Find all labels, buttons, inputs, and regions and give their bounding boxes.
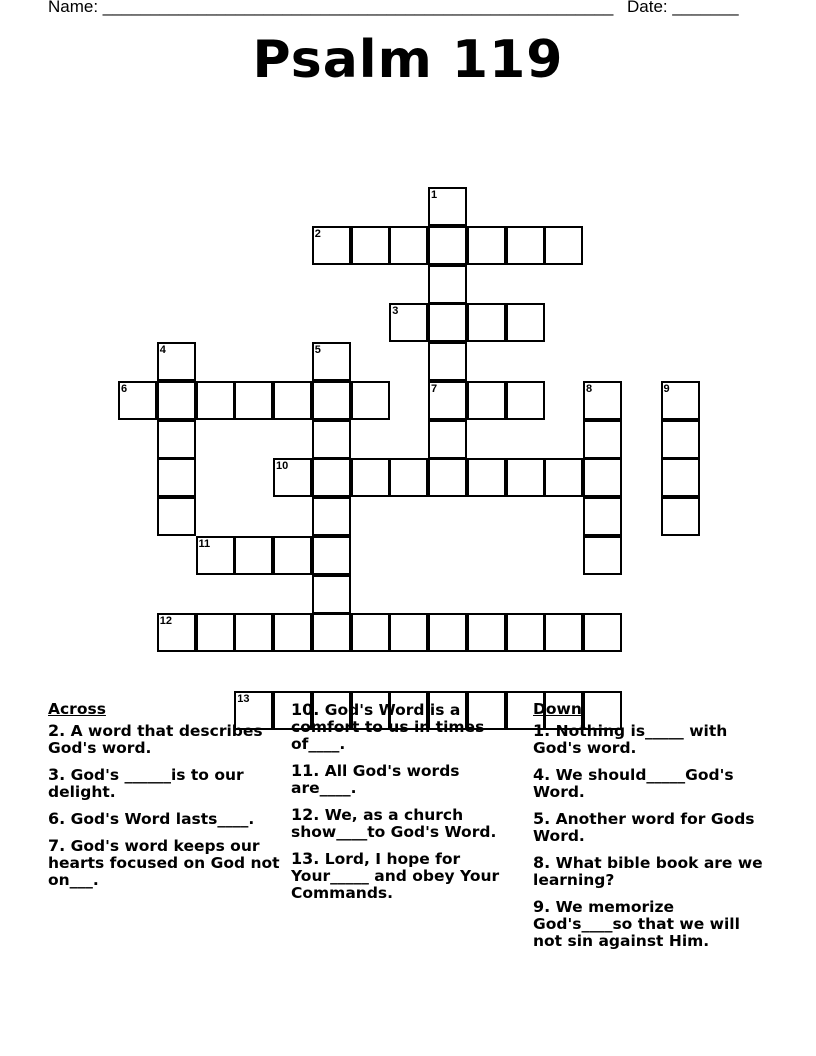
crossword-cell[interactable] xyxy=(351,613,390,652)
crossword-cell[interactable] xyxy=(583,536,622,575)
clue-number-label: 13 xyxy=(237,692,250,705)
crossword-cell[interactable] xyxy=(428,226,467,265)
crossword-cell[interactable] xyxy=(467,613,506,652)
crossword-cell[interactable] xyxy=(351,226,390,265)
crossword-cell[interactable] xyxy=(351,381,390,420)
crossword-cell[interactable] xyxy=(506,458,545,497)
down-clues-column xyxy=(533,701,765,959)
crossword-cell[interactable] xyxy=(544,458,583,497)
crossword-cell[interactable] xyxy=(389,613,428,652)
clue-text: We memorize God's____so that we will not sin against Him. xyxy=(533,898,740,950)
clue-item xyxy=(533,766,765,801)
crossword-cell[interactable] xyxy=(467,381,506,420)
clue-number: 9. xyxy=(533,897,551,916)
clue-number: 13. xyxy=(291,849,320,868)
crossword-cell[interactable] xyxy=(661,420,700,459)
clue-number: 11. xyxy=(291,761,320,780)
clue-number: 7. xyxy=(48,836,66,855)
crossword-cell[interactable] xyxy=(312,575,351,614)
clue-number-label: 6 xyxy=(121,382,128,395)
clue-number-label: 2 xyxy=(314,227,321,240)
crossword-cell[interactable] xyxy=(312,381,351,420)
crossword-cell[interactable] xyxy=(428,381,467,420)
across-clues-column xyxy=(48,701,280,898)
crossword-cell[interactable] xyxy=(157,613,196,652)
crossword-cell[interactable] xyxy=(312,420,351,459)
clue-text: God's Word lasts____. xyxy=(65,810,255,828)
clue-text: God's Word is a comfort to us in times of____. xyxy=(291,701,485,753)
down-clue-list xyxy=(533,722,765,950)
crossword-cell[interactable] xyxy=(544,226,583,265)
crossword-cell[interactable] xyxy=(506,381,545,420)
clue-item xyxy=(291,806,523,841)
clue-number-label: 1 xyxy=(431,189,438,201)
clue-item xyxy=(48,766,280,801)
crossword-cell[interactable] xyxy=(467,226,506,265)
clue-number: 2. xyxy=(48,721,66,740)
crossword-cell[interactable] xyxy=(428,342,467,381)
crossword-cell[interactable] xyxy=(273,381,312,420)
crossword-cell[interactable] xyxy=(118,381,157,420)
crossword-cell[interactable] xyxy=(583,381,622,420)
clue-number-label: 8 xyxy=(586,382,593,395)
crossword-cell[interactable] xyxy=(312,613,351,652)
clue-number: 6. xyxy=(48,809,66,828)
clue-text: A word that describes God's word. xyxy=(48,722,263,757)
clue-item xyxy=(48,837,280,889)
crossword-cell[interactable] xyxy=(583,497,622,536)
clue-item xyxy=(533,898,765,950)
clue-number-label: 12 xyxy=(159,615,172,628)
clue-item xyxy=(48,722,280,757)
date-field-label: Date: _______ xyxy=(627,0,739,16)
crossword-cell[interactable] xyxy=(583,420,622,459)
crossword-cell[interactable] xyxy=(273,536,312,575)
clue-item xyxy=(533,810,765,845)
clue-number: 3. xyxy=(48,765,66,784)
crossword-cell[interactable] xyxy=(196,536,235,575)
clue-number: 8. xyxy=(533,853,551,872)
crossword-cell[interactable] xyxy=(389,226,428,265)
crossword-cell[interactable] xyxy=(467,458,506,497)
crossword-cell[interactable] xyxy=(583,613,622,652)
crossword-cell[interactable] xyxy=(389,458,428,497)
crossword-cell[interactable] xyxy=(273,613,312,652)
clue-text: We should_____God's Word. xyxy=(533,766,734,801)
crossword-cell[interactable] xyxy=(157,381,196,420)
clue-text: We, as a church show____to God's Word. xyxy=(291,806,497,841)
clue-number-label: 11 xyxy=(198,537,211,550)
clue-number-label: 7 xyxy=(431,382,438,395)
clue-text: Nothing is_____ with God's word. xyxy=(533,722,728,757)
crossword-cell[interactable] xyxy=(234,536,273,575)
crossword-cell[interactable] xyxy=(506,226,545,265)
crossword-cell[interactable] xyxy=(234,381,273,420)
clue-item xyxy=(533,722,765,757)
crossword-cell[interactable] xyxy=(157,497,196,536)
clue-number-label: 3 xyxy=(392,305,399,318)
clue-number-label: 4 xyxy=(159,344,166,356)
clue-text: Another word for Gods Word. xyxy=(533,810,755,845)
clue-item xyxy=(291,762,523,797)
crossword-cell[interactable] xyxy=(506,613,545,652)
clue-item xyxy=(533,854,765,889)
clue-text: All God's words are____. xyxy=(291,762,460,797)
crossword-cell[interactable] xyxy=(157,458,196,497)
down-heading: Down xyxy=(533,700,582,718)
crossword-cell[interactable] xyxy=(312,342,351,381)
crossword-cell[interactable] xyxy=(544,613,583,652)
clue-number-label: 9 xyxy=(663,382,670,395)
crossword-cell[interactable] xyxy=(312,226,351,265)
crossword-cell[interactable] xyxy=(583,458,622,497)
clue-item xyxy=(48,810,280,828)
clue-number-label: 5 xyxy=(314,344,321,356)
clue-number: 10. xyxy=(291,700,320,719)
crossword-cell[interactable] xyxy=(661,497,700,536)
crossword-cell[interactable] xyxy=(157,342,196,381)
crossword-cell[interactable] xyxy=(389,303,428,342)
crossword-cell[interactable] xyxy=(428,420,467,459)
crossword-cell[interactable] xyxy=(196,613,235,652)
crossword-cell[interactable] xyxy=(428,265,467,304)
crossword-cell[interactable] xyxy=(428,613,467,652)
page-title: Psalm 119 xyxy=(252,30,564,90)
crossword-cell[interactable] xyxy=(234,613,273,652)
clue-item xyxy=(291,701,523,753)
clue-text: Lord, I hope for Your_____ and obey Your Commands. xyxy=(291,850,500,902)
crossword-cell[interactable] xyxy=(312,536,351,575)
clue-number: 4. xyxy=(533,765,551,784)
crossword-cell[interactable] xyxy=(351,458,390,497)
across-clue-list-continued xyxy=(291,701,523,902)
crossword-cell[interactable] xyxy=(467,303,506,342)
crossword-cell[interactable] xyxy=(428,303,467,342)
crossword-cell[interactable] xyxy=(506,303,545,342)
across-clues-continued-column xyxy=(291,701,523,911)
clue-item xyxy=(291,850,523,902)
crossword-cell[interactable] xyxy=(661,458,700,497)
crossword-cell[interactable] xyxy=(428,187,467,226)
clue-number: 5. xyxy=(533,809,551,828)
crossword-cell[interactable] xyxy=(312,458,351,497)
clue-text: God's ______is to our delight. xyxy=(48,766,244,801)
clue-number-label: 10 xyxy=(276,460,289,473)
across-heading: Across xyxy=(48,700,106,718)
crossword-cell[interactable] xyxy=(273,458,312,497)
crossword-cell[interactable] xyxy=(661,381,700,420)
crossword-cell[interactable] xyxy=(196,381,235,420)
name-field-label: Name: ______________________________________________________ xyxy=(48,0,614,16)
crossword-cell[interactable] xyxy=(157,420,196,459)
clue-number: 12. xyxy=(291,805,320,824)
crossword-cell[interactable] xyxy=(312,497,351,536)
crossword-cell[interactable] xyxy=(428,458,467,497)
clue-text: What bible book are we learning? xyxy=(533,854,763,889)
clue-number: 1. xyxy=(533,721,551,740)
across-clue-list xyxy=(48,722,280,889)
clue-text: God's word keeps our hearts focused on God not on___. xyxy=(48,837,280,889)
